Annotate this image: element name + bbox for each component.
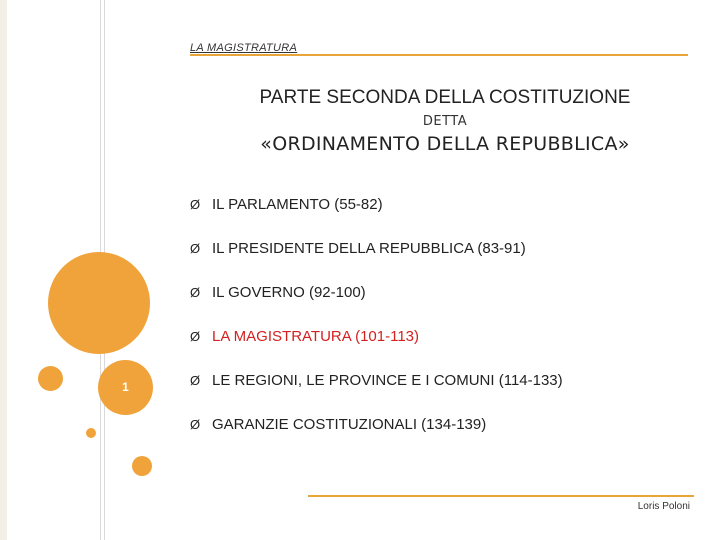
decorative-circle-small: [38, 366, 63, 391]
slide-number-badge: [98, 360, 153, 415]
list-item-label: IL GOVERNO (92-100): [212, 284, 366, 301]
left-decoration-strip: [0, 0, 7, 540]
footer-rule: [308, 495, 694, 497]
footer-author: Loris Poloni: [637, 501, 690, 512]
slide-title: PARTE SECONDA DELLA COSTITUZIONE: [259, 87, 631, 108]
bullet-list: [190, 196, 563, 460]
arrow-bullet-icon: Ø: [190, 241, 201, 256]
list-item-label: LE REGIONI, LE PROVINCE E I COMUNI (114-133): [212, 372, 563, 389]
list-item-label: IL PRESIDENTE DELLA REPUBBLICA (83-91): [212, 240, 526, 257]
slide-number: 1: [122, 380, 129, 394]
arrow-bullet-icon: Ø: [190, 373, 201, 388]
header-section-label: LA MAGISTRATURA: [190, 42, 298, 54]
list-item-highlighted: [190, 328, 563, 372]
decorative-circle-small: [132, 456, 152, 476]
decorative-circle-tiny: [86, 428, 96, 438]
arrow-bullet-icon: Ø: [190, 285, 201, 300]
arrow-bullet-icon: Ø: [190, 417, 201, 432]
arrow-bullet-icon: Ø: [190, 197, 201, 212]
list-item: [190, 416, 563, 460]
list-item: [190, 240, 563, 284]
list-item-label: LA MAGISTRATURA (101-113): [212, 328, 420, 345]
list-item: [190, 196, 563, 240]
list-item: [190, 372, 563, 416]
list-item: [190, 284, 563, 328]
slide-subtitle: «ORDINAMENTO DELLA REPUBBLICA»: [260, 133, 630, 155]
arrow-bullet-icon: Ø: [190, 329, 201, 344]
slide-title-connector: DETTA: [422, 114, 468, 129]
list-item-label: IL PARLAMENTO (55-82): [212, 196, 383, 213]
header-rule: [190, 54, 688, 56]
decorative-circle-large: [48, 252, 150, 354]
list-item-label: GARANZIE COSTITUZIONALI (134-139): [212, 416, 487, 433]
